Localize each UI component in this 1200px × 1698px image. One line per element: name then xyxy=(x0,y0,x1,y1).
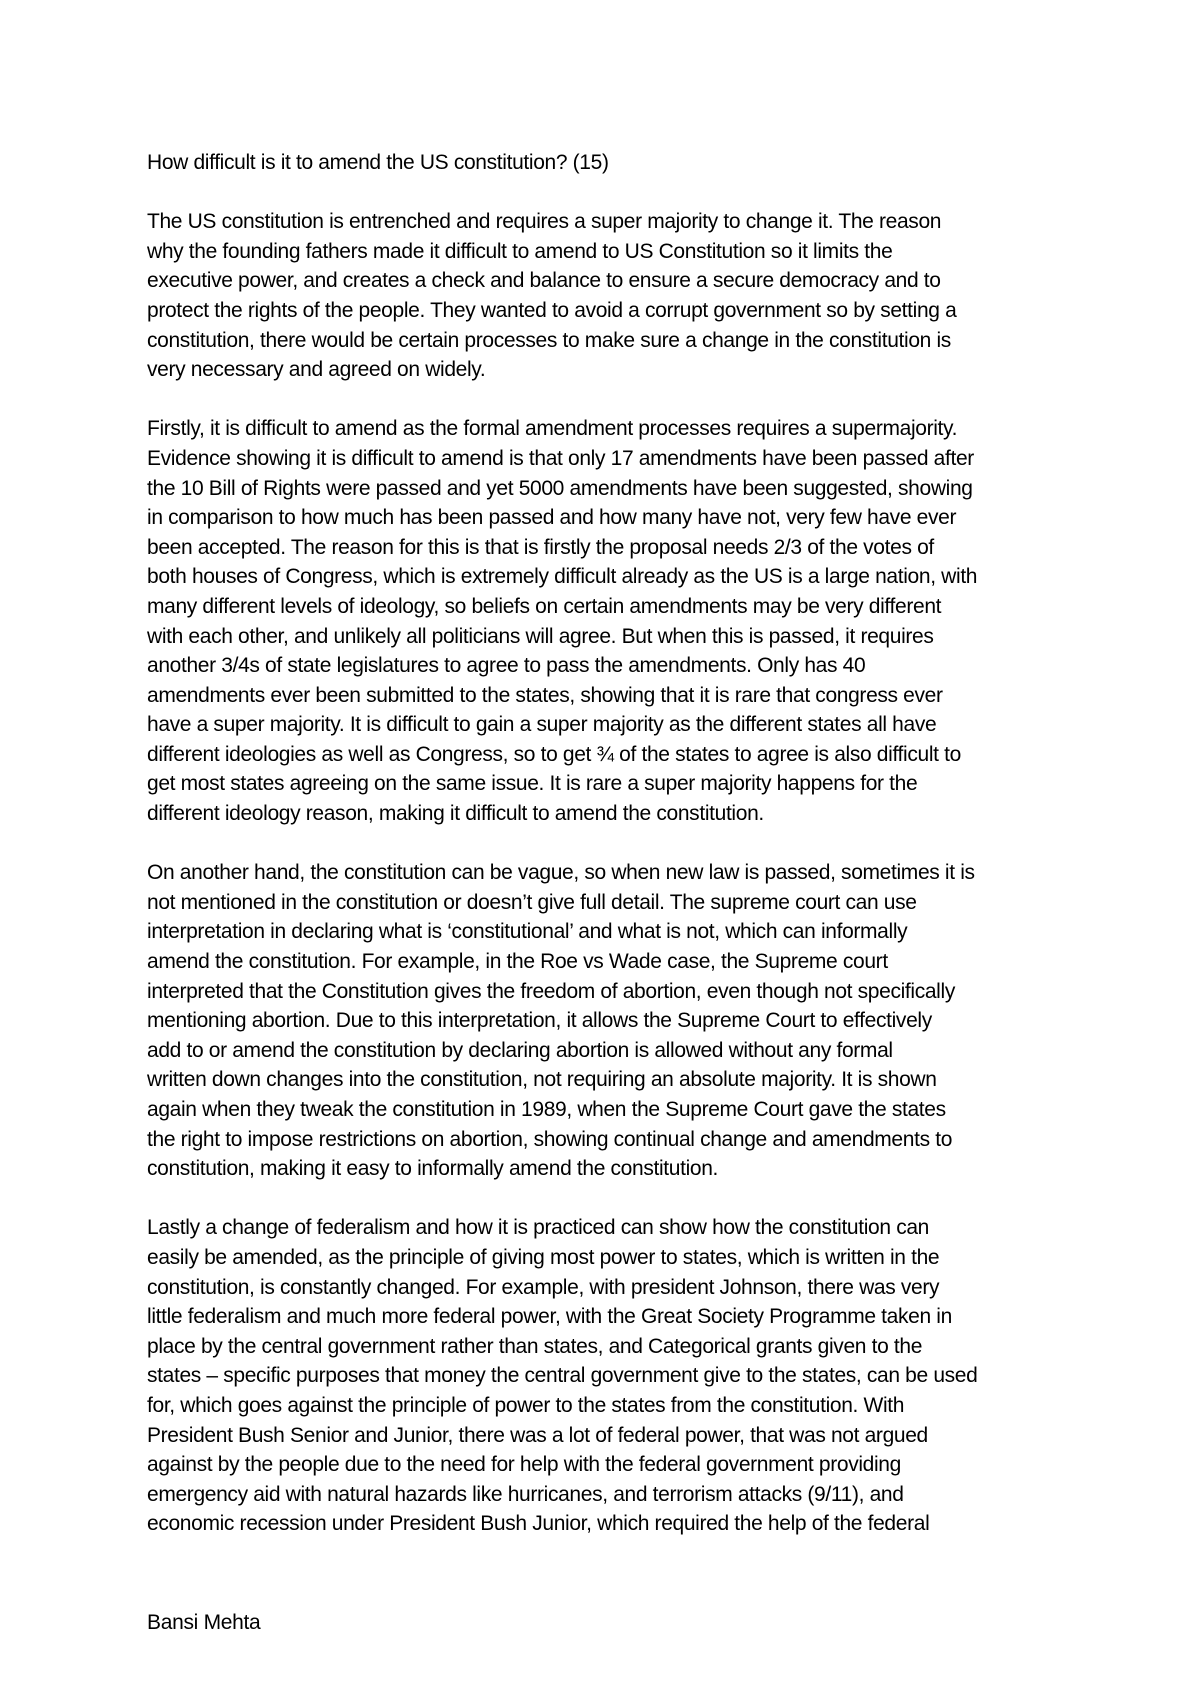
text-line: with each other, and unlikely all politicians will agree. But when this is passed, it requires xyxy=(147,624,934,648)
text-line: many different levels of ideology, so beliefs on certain amendments may be very different xyxy=(147,594,942,618)
essay-paragraphs xyxy=(147,207,1067,1539)
text-line: amendments ever been submitted to the states, showing that it is rare that congress ever xyxy=(147,683,943,707)
text-line: Firstly, it is difficult to amend as the formal amendment processes requires a supermajority. xyxy=(147,417,958,441)
text-line: constitution, making it easy to informally amend the constitution. xyxy=(147,1157,719,1181)
text-line: the right to impose restrictions on abortion, showing continual change and amendments to xyxy=(147,1127,953,1151)
text-line: economic recession under President Bush Junior, which required the help of the federal xyxy=(147,1512,930,1536)
text-line: mentioning abortion. Due to this interpretation, it allows the Supreme Court to effectively xyxy=(147,1009,932,1033)
text-line: different ideology reason, making it difficult to amend the constitution. xyxy=(147,802,764,826)
text-line: Evidence showing it is difficult to amend is that only 17 amendments have been passed after xyxy=(147,446,974,470)
text-line: constitution, there would be certain processes to make sure a change in the constitution is xyxy=(147,328,951,352)
text-line: in comparison to how much has been passed and how many have not, very few have ever xyxy=(147,506,957,530)
text-line: both houses of Congress, which is extremely difficult already as the US is a large nation, with xyxy=(147,565,978,589)
text-line: another 3/4s of state legislatures to agree to pass the amendments. Only has 40 xyxy=(147,654,866,678)
text-line: again when they tweak the constitution in 1989, when the Supreme Court gave the states xyxy=(147,1098,946,1121)
text-line: On another hand, the constitution can be vague, so when new law is passed, sometimes it is xyxy=(147,861,975,885)
text-line: not mentioned in the constitution or doesn’t give full detail. The supreme court can use xyxy=(147,890,917,914)
text-line: protect the rights of the people. They wanted to avoid a corrupt government so by setting a xyxy=(147,298,957,322)
text-line: have a super majority. It is difficult to gain a super majority as the different states all have xyxy=(147,713,937,737)
text-line: easily be amended, as the principle of giving most power to states, which is written in the xyxy=(147,1245,940,1269)
text-line: get most states agreeing on the same issue. It is rare a super majority happens for the xyxy=(147,772,918,796)
text-line: executive power, and creates a check and balance to ensure a secure democracy and to xyxy=(147,269,941,293)
text-line: The US constitution is entrenched and requires a super majority to change it. The reason xyxy=(147,210,942,234)
text-line: interpretation in declaring what is ‘constitutional’ and what is not, which can informally xyxy=(147,920,908,944)
text-line: President Bush Senior and Junior, there was a lot of federal power, that was not argued xyxy=(147,1423,928,1447)
paragraph xyxy=(147,858,1067,1184)
text-line: emergency aid with natural hazards like hurricanes, and terrorism attacks (9/11), and xyxy=(147,1482,904,1506)
text-line: states – specific purposes that money the central government give to the states, can be used xyxy=(147,1364,978,1388)
document-body xyxy=(147,148,1067,1569)
text-line: against by the people due to the need for help with the federal government providing xyxy=(147,1453,901,1477)
text-line: constitution, is constantly changed. For example, with president Johnson, there was very xyxy=(147,1275,940,1299)
text-line: why the founding fathers made it difficult to amend to US Constitution so it limits the xyxy=(147,239,893,263)
text-line: for, which goes against the principle of power to the states from the constitution. With xyxy=(147,1393,905,1417)
text-line: little federalism and much more federal power, with the Great Society Programme taken in xyxy=(147,1305,952,1329)
text-line: very necessary and agreed on widely. xyxy=(147,358,486,382)
text-line: interpreted that the Constitution gives the freedom of abortion, even though not specifically xyxy=(147,979,955,1003)
text-line: been accepted. The reason for this is that is firstly the proposal needs 2/3 of the votes of xyxy=(147,535,934,559)
text-line: different ideologies as well as Congress, so to get ¾ of the states to agree is also difficult to xyxy=(147,742,961,766)
text-line: amend the constitution. For example, in the Roe vs Wade case, the Supreme court xyxy=(147,950,888,974)
text-line: place by the central government rather than states, and Categorical grants given to the xyxy=(147,1334,923,1358)
author-name: Bansi Mehta xyxy=(147,1611,261,1634)
essay-question-heading xyxy=(147,148,1067,178)
paragraph xyxy=(147,1213,1067,1539)
paragraph xyxy=(147,414,1067,828)
text-line: the 10 Bill of Rights were passed and yet 5000 amendments have been suggested, showing xyxy=(147,476,973,500)
text-line: Lastly a change of federalism and how it is practiced can show how the constitution can xyxy=(147,1216,930,1240)
paragraph xyxy=(147,207,1067,385)
heading-line: How difficult is it to amend the US constitution? (15) xyxy=(147,151,609,174)
text-line: written down changes into the constitution, not requiring an absolute majority. It is shown xyxy=(147,1068,937,1092)
text-line: add to or amend the constitution by declaring abortion is allowed without any formal xyxy=(147,1038,893,1062)
